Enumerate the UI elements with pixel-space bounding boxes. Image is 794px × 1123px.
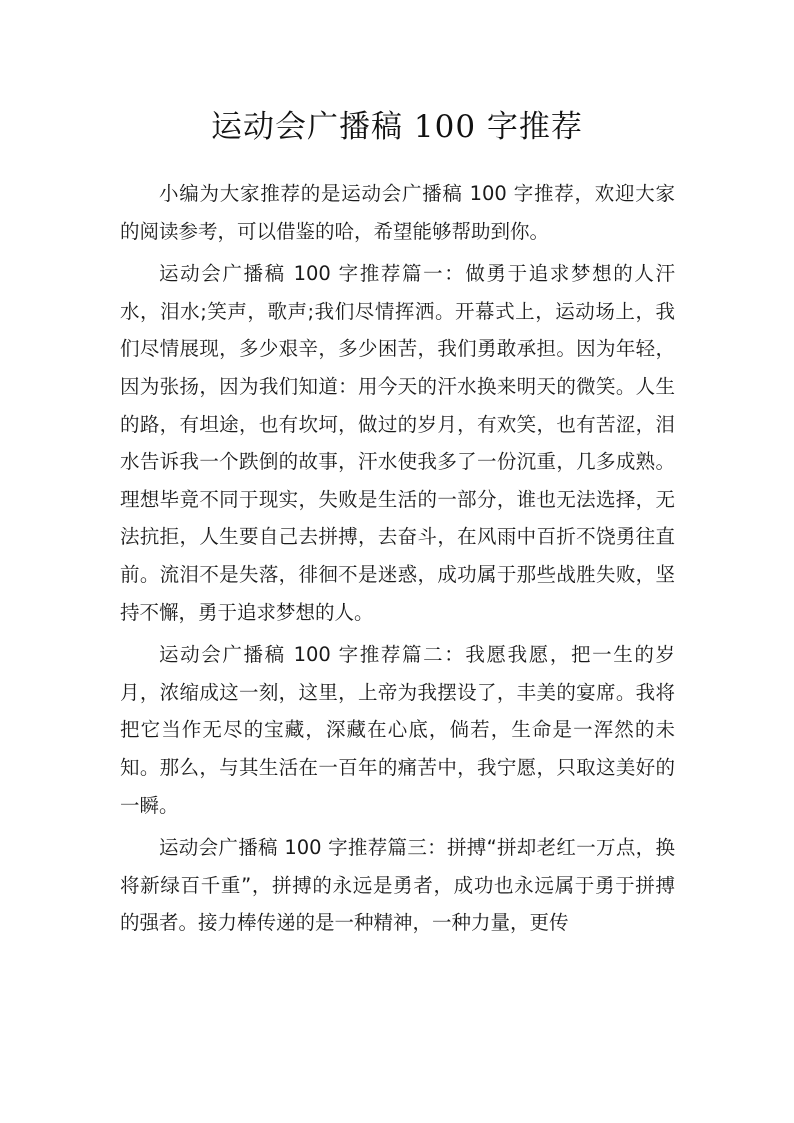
- document-title: 运动会广播稿 100 字推荐: [211, 109, 583, 145]
- paragraph-part-one: 运动会广播稿 100 字推荐篇一：做勇于追求梦想的人汗水，泪水;笑声，歌声;我们尽情挥洒。开幕式上，运动场上，我们尽情展现，多少艰辛，多少困苦，我们勇敢承担。因为年轻，因为张扬，因为我们知道：用今天的汗水换来明天的微笑。人生的路，有坦途，也有坎坷，做过的岁月，有欢笑，也有苦涩，泪水告诉我一个跌倒的故事，汗水使我多了一份沉重，几多成熟。理想毕竟不同于现实，失败是生活的一部分，谁也无法选择，无法抗拒，人生要自己去拼搏，去奋斗，在风雨中百折不饶勇往直前。流泪不是失落，徘徊不是迷惑，成功属于那些战胜失败，坚持不懈，勇于追求梦想的人。: [120, 262, 675, 624]
- document-body: [120, 175, 675, 947]
- paragraph-part-two: 运动会广播稿 100 字推荐篇二：我愿我愿，把一生的岁月，浓缩成这一刻，这里，上帝为我摆设了，丰美的宴席。我将把它当作无尽的宝藏，深藏在心底，倘若，生命是一浑然的未知。那么，与其生活在一百年的痛苦中，我宁愿，只取这美好的一瞬。: [120, 643, 675, 817]
- paragraph-part-three: 运动会广播稿 100 字推荐篇三：拼搏“拼却老红一万点，换将新绿百千重”，拼搏的永远是勇者，成功也永远属于勇于拼搏的强者。接力棒传递的是一种精神，一种力量，更传: [120, 836, 675, 935]
- paragraph-intro: 小编为大家推荐的是运动会广播稿 100 字推荐，欢迎大家的阅读参考，可以借鉴的哈，希望能够帮助到你。: [120, 182, 675, 243]
